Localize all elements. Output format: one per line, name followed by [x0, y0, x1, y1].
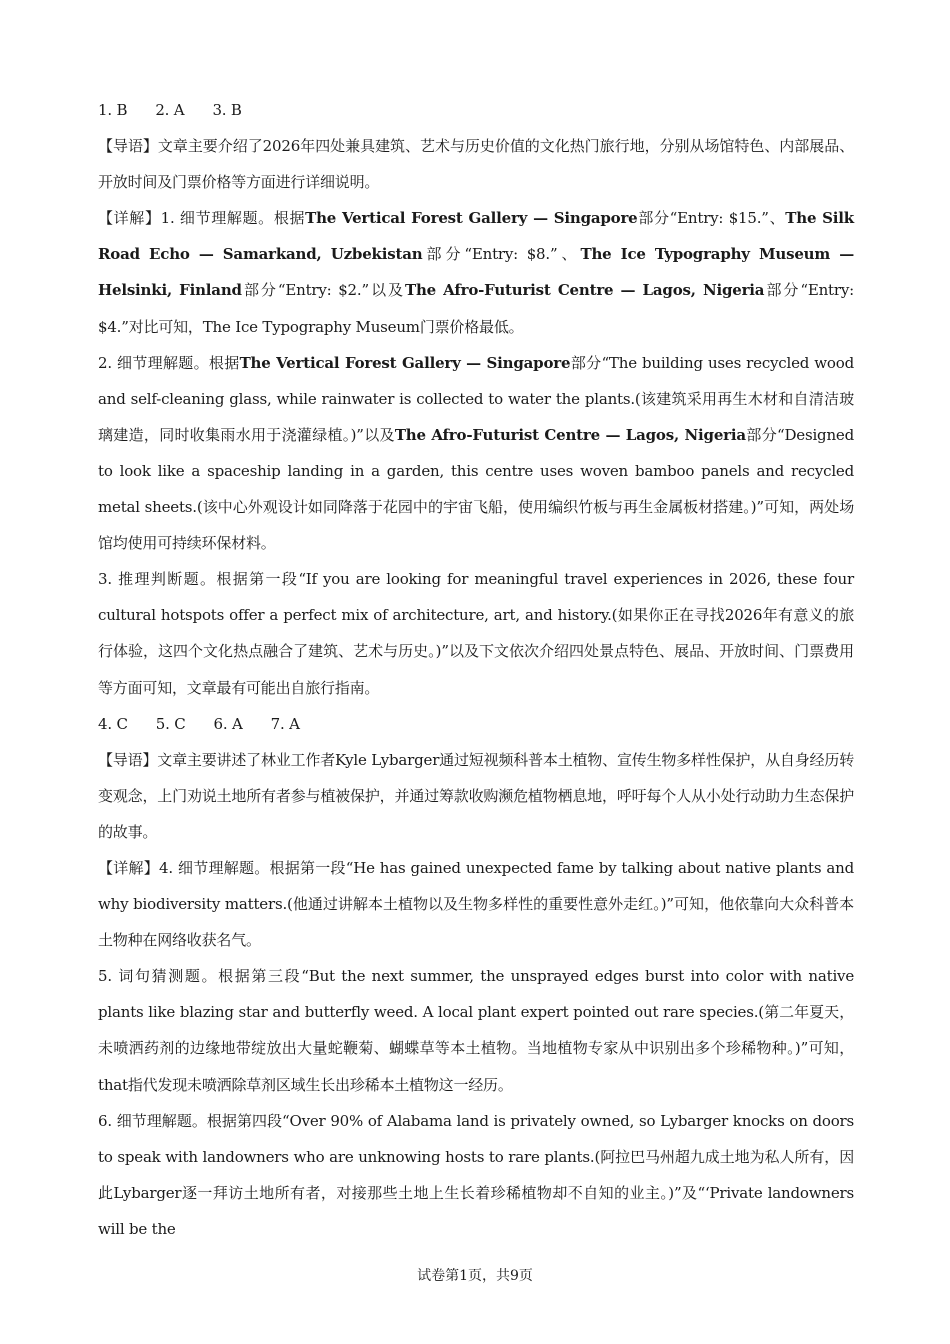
explanation-q2: 2. 细节理解题。根据The Vertical Forest Gallery — Singapore部分“The building uses recycled wood and self-cleaning glass, while rainwater is collected to water the plants.(该建筑采用再生木材和自清洁玻璃建造，同时收集雨水用于浇灌绿植。)”以及The Afro-Futurist Centre — Lagos, Nigeria部分“Designed to look like a spaceship landing in a garden, this centre uses woven bamboo panels and recycled metal sheets.(该中心外观设计如同降落于花园中的宇宙飞船，使用编织竹板与再生金属板材搭建。)”可知，两处场馆均使用可持续环保材料。	[98, 353, 855, 553]
answer-item: 2. A	[155, 101, 185, 119]
answer-item: 7. A	[270, 714, 300, 733]
answer-key-1	[98, 92, 854, 128]
answer-explanations	[98, 92, 854, 1247]
page-footer: 试卷第1页，共9页	[417, 1268, 533, 1284]
answer-item: 1. B	[98, 101, 128, 119]
intro-paragraph-1: 【导语】文章主要介绍了2026年四处兼具建筑、艺术与历史价值的文化热门旅行地，分别从场馆特色、内部展品、开放时间及门票价格等方面进行详细说明。	[98, 137, 854, 192]
explanation-q4: 【详解】4. 细节理解题。根据第一段“He has gained unexpected fame by talking about native plants and why biodiversity matters.(他通过讲解本土植物以及生物多样性的重要性意外走红。)”可知，他依靠向大众科普本土物种在网络收获名气。	[98, 858, 854, 950]
explanation-q1: 【详解】1. 细节理解题。根据The Vertical Forest Gallery — Singapore部分“Entry: $15.”、The Silk Road Echo — Samarkand, Uzbekistan部分“Entry: $8.”、The Ice Typography Museum — Helsinki, Finland部分“Entry: $2.”以及The Afro-Futurist Centre — Lagos, Nigeria部分“Entry: $4.”对比可知，The Ice Typography Museum门票价格最低。	[98, 209, 854, 336]
answer-item: 3. B	[212, 101, 242, 119]
intro-paragraph-2: 【导语】文章主要讲述了林业工作者Kyle Lybarger通过短视频科普本土植物、宣传生物多样性保护，从自身经历转变观念，上门劝说土地所有者参与植被保护，并通过筹款收购濒危植物栖息地，呼吁每个人从小处行动助力生态保护的故事。	[98, 750, 854, 841]
explanation-q3: 3. 推理判断题。根据第一段“If you are looking for meaningful travel experiences in 2026, these four cultural hotspots offer a perfect mix of architecture, art, and history.(如果你正在寻找2026年有意义的旅行体验，这四个文化热点融合了建筑、艺术与历史。)”以及下文依次介绍四处景点特色、展品、开放时间、门票费用等方面可知，文章最有可能出自旅行指南。	[98, 570, 854, 697]
explanation-q6: 6. 细节理解题。根据第四段“Over 90% of Alabama land is privately owned, so Lybarger knocks on doors to speak with landowners who are unknowing hosts to rare plants.(阿拉巴马州超九成土地为私人所有，因此Lybarger逐一拜访土地所有者，对接那些土地上生长着珍稀植物却不自知的业主。)”及“‘Private landowners will be the	[98, 1111, 854, 1238]
explanation-q5: 5. 词句猜测题。根据第三段“But the next summer, the unsprayed edges burst into color with native plants like blazing star and butterfly weed. A local plant expert pointed out rare species.(第二年夏天，未喷洒药剂的边缘地带绽放出大量蛇鞭菊、蝴蝶草等本土植物。当地植物专家从中识别出多个珍稀物种。)”可知，that指代发现未喷洒除草剂区域生长出珍稀本土植物这一经历。	[98, 967, 854, 1094]
answer-key-2	[98, 706, 854, 742]
answer-item: 6. A	[213, 714, 243, 733]
answer-item: 5. C	[155, 714, 186, 733]
answer-item: 4. C	[98, 714, 128, 733]
